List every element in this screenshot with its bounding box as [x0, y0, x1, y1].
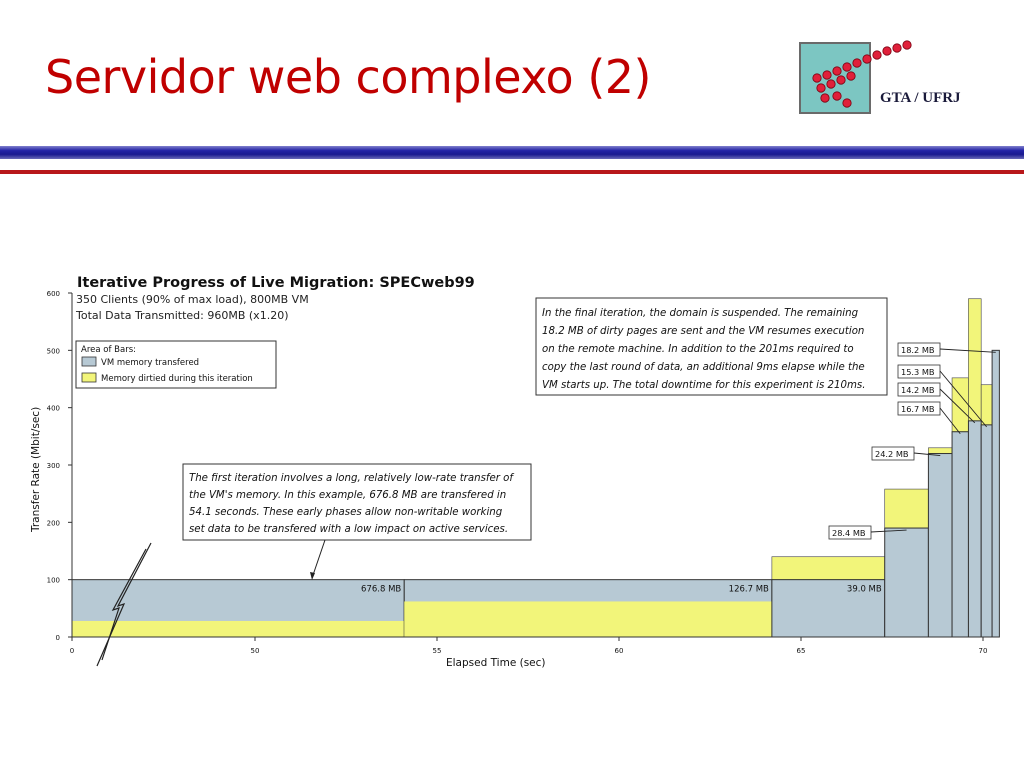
vm-memory-bar-6: [968, 421, 981, 637]
dirtied-bar-inner-1: [404, 601, 772, 637]
y-tick-label-0: 0: [55, 634, 60, 642]
legend-label-vm-memory: VM memory transfered: [101, 358, 200, 368]
callout-label-6: 14.2 MB: [901, 385, 935, 395]
first-note-line-1: The first iteration involves a long, relatively low-rate transfer of: [189, 473, 513, 484]
callout-label-5: 16.7 MB: [901, 404, 935, 414]
dirtied-bar-7: [981, 385, 992, 425]
bar-label-2: 39.0 MB: [846, 584, 882, 595]
x-tick-label-55: 55: [432, 647, 442, 655]
first-note-line-4: set data to be transfered with a low impact on active services.: [189, 524, 509, 535]
x-tick-label-65: 65: [796, 647, 806, 655]
vm-memory-bar-8: [992, 350, 999, 637]
chart-subtitle-line-1: 350 Clients (90% of max load), 800MB VM: [76, 293, 309, 306]
x-axis-label: Elapsed Time (sec): [446, 657, 546, 669]
dirtied-bar-4: [928, 448, 952, 454]
first-iteration-note: [183, 464, 531, 580]
legend: [76, 341, 276, 388]
first-note-line-3: 54.1 seconds. These early phases allow non-writable working: [189, 507, 503, 518]
y-tick-label-600: 600: [46, 290, 60, 298]
vm-memory-bar-3: [885, 528, 929, 637]
dirtied-bar-inner-0: [72, 621, 404, 637]
chart-subtitle-line-2: Total Data Transmitted: 960MB (x1.20): [76, 309, 289, 322]
legend-swatch-dirtied: [82, 373, 96, 382]
legend-title: Area of Bars:: [81, 345, 136, 355]
legend-label-dirtied: Memory dirtied during this iteration: [101, 374, 253, 384]
x-tick-label-50: 50: [250, 647, 260, 655]
dirtied-bar-5: [952, 378, 968, 432]
vm-memory-bar-5: [952, 432, 968, 637]
bar-label-1: 126.7 MB: [728, 584, 769, 595]
callout-arrow-8: [940, 349, 996, 352]
vm-memory-bar-7: [981, 425, 992, 637]
final-note-line-5: VM starts up. The total downtime for this experiment is 210ms.: [542, 380, 866, 391]
logo-text: GTA / UFRJ: [880, 90, 961, 106]
y-tick-label-300: 300: [46, 462, 60, 470]
legend-swatch-vm-memory: [82, 357, 96, 366]
bar-label-0: 676.8 MB: [361, 584, 402, 595]
x-tick-label-70: 70: [978, 647, 988, 655]
first-note-pointer-head: [310, 572, 315, 580]
callout-label-7: 15.3 MB: [901, 367, 935, 377]
dirtied-bar-2: [772, 557, 885, 580]
chart-title: Iterative Progress of Live Migration: SPECweb99: [77, 275, 475, 291]
dirtied-bar-3: [885, 489, 929, 528]
vm-memory-bar-4: [928, 454, 952, 637]
y-tick-label-100: 100: [46, 576, 60, 585]
callout-label-4: 24.2 MB: [875, 449, 909, 459]
y-tick-label-500: 500: [46, 347, 60, 356]
y-tick-label-400: 400: [46, 404, 60, 413]
first-note-pointer: [312, 540, 325, 578]
final-note-line-4: copy the last round of data, an additional 9ms elapse while the: [542, 362, 865, 373]
first-note-line-2: the VM's memory. In this example, 676.8 MB are transfered in: [189, 490, 507, 501]
final-note-line-1: In the final iteration, the domain is suspended. The remaining: [542, 308, 859, 319]
y-tick-label-200: 200: [46, 519, 60, 528]
final-note-line-3: on the remote machine. In addition to the 201ms required to: [542, 344, 854, 355]
callout-label-8: 18.2 MB: [901, 345, 935, 355]
callout-label-3: 28.4 MB: [832, 528, 866, 538]
slide-title: Servidor web complexo (2): [45, 50, 651, 104]
dirtied-bar-6: [968, 299, 981, 421]
final-iteration-note: [536, 298, 887, 395]
y-axis-label: Transfer Rate (Mbit/sec): [30, 406, 42, 532]
x-tick-label-60: 60: [614, 647, 624, 655]
final-note-line-2: 18.2 MB of dirty pages are sent and the VM resumes execution: [542, 326, 865, 337]
x-tick-label-0: 0: [69, 647, 75, 655]
